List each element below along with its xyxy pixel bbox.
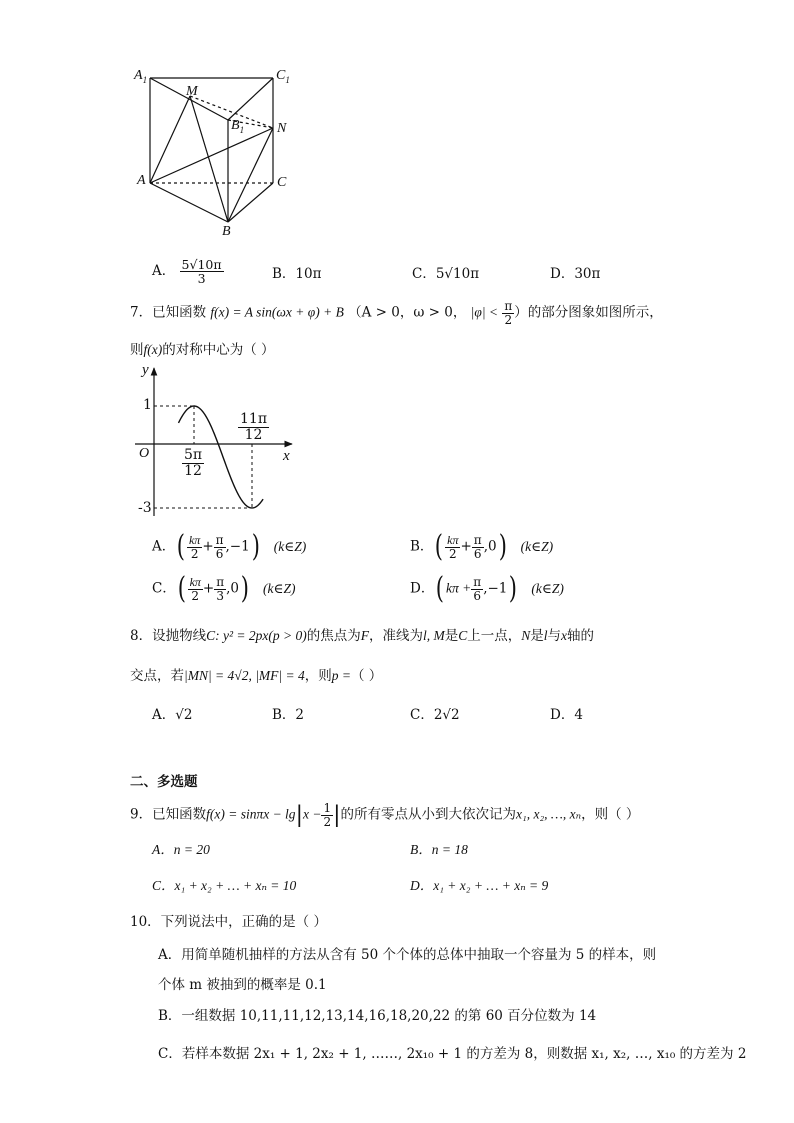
q7-option-b[interactable]: B．( $\frac{k\pi}{2}$ + $\frac{\pi}{6}$ ,0) (k∈Z) — [410, 529, 554, 564]
q6-option-c[interactable]: C．5√10π — [412, 266, 480, 282]
label-a1: $A_1$ — [134, 68, 148, 85]
q7-stem-line2: 则f(x)的对称中心为（ ） — [130, 342, 275, 358]
q8-option-a[interactable]: A．√2 — [152, 707, 193, 723]
q10-option-a-line1[interactable]: A．用简单随机抽样的方法从含有 50 个个体的总体中抽取一个容量为 5 的样本，则 — [158, 947, 657, 963]
edge-a-n — [150, 128, 273, 183]
q8-stem-line2: 交点，若|MN| = 4√2, |MF| = 4，则p =（ ） — [130, 668, 383, 684]
q9-option-b[interactable]: B．n = 18 — [410, 842, 468, 857]
graph-tick-5pi-12: $\frac{5\pi}{12}$ — [184, 447, 203, 479]
label-b: B — [222, 224, 231, 239]
q7-stem: 7．已知函数 f(x) = A sin(ωx + φ) + B （A > 0，ω > 0， |φ| < $\frac{\pi}{2}$ ）的部分图象如图所示， — [130, 299, 663, 327]
edge-a-m — [150, 96, 190, 183]
label-a: A — [137, 173, 146, 188]
q6-option-b[interactable]: B．10π — [272, 266, 322, 282]
q10-option-b[interactable]: B．一组数据 10,11,11,12,13,14,16,18,20,22 的第 60 百分位数为 14 — [158, 1008, 597, 1024]
q10-option-c[interactable]: C．若样本数据 2x₁ + 1, 2x₂ + 1, ……, 2x₁₀ + 1 的方差为 8，则数据 x₁, x₂, …, x₁₀ 的方差为 2 — [158, 1046, 747, 1062]
q9-option-d[interactable]: D．x₁ + x₂ + … + xₙ = 9 — [410, 878, 549, 893]
label-c1: $C_1$ — [276, 68, 290, 85]
q8-option-d[interactable]: D．4 — [550, 707, 583, 723]
q7-option-d[interactable]: D．( kπ + $\frac{\pi}{6}$ ,−1) (k∈Z) — [410, 571, 564, 606]
graph-origin: O — [139, 446, 150, 461]
q10-option-a-line2[interactable]: 个体 m 被抽到的概率是 0.1 — [158, 977, 327, 993]
q9-stem: 9．已知函数f(x) = sinπx − lg|x − $\frac{1}{2}$ |的所有零点从小到大依次记为x₁, x₂, …, xₙ，则（ ） — [130, 801, 640, 829]
edge-c-b — [228, 183, 273, 222]
q9-option-a[interactable]: A．n = 20 — [152, 842, 210, 857]
section-title-multi-choice: 二、多选题 — [130, 774, 198, 790]
q8-stem: 8．设抛物线C: y² = 2px(p > 0)的焦点为F，准线为l, M是C上一点，N是l与x轴的 — [130, 628, 595, 644]
q6-option-d[interactable]: D．30π — [550, 266, 601, 282]
label-b1: $B_1$ — [231, 118, 245, 135]
q7-option-a[interactable]: A．( $\frac{k\pi}{2}$ + $\frac{\pi}{6}$ ,−1) (k∈Z) — [152, 529, 307, 564]
q10-stem: 10．下列说法中，正确的是（ ） — [130, 914, 327, 930]
q8-option-c[interactable]: C．2√2 — [410, 707, 460, 723]
q7-option-c[interactable]: C．( $\frac{k\pi}{2}$ + $\frac{\pi}{3}$ ,0) (k∈Z) — [152, 571, 296, 606]
graph-x-label: x — [283, 448, 290, 464]
label-c: C — [277, 175, 287, 190]
prism-figure — [130, 62, 300, 240]
edge-a-b — [150, 183, 228, 222]
graph-tick-1: 1 — [143, 397, 152, 413]
label-n: N — [277, 121, 287, 136]
q9-option-c[interactable]: C．x₁ + x₂ + … + xₙ = 10 — [152, 878, 297, 893]
graph-tick-neg3: -3 — [138, 500, 152, 516]
graph-tick-11pi-12: $\frac{11\pi}{12}$ — [240, 411, 268, 443]
edge-m-b — [190, 96, 228, 222]
q6-option-a[interactable]: A． $\frac{5√10\pi}{3}$ — [152, 257, 222, 287]
label-m: M — [186, 84, 198, 99]
edge-n-b — [228, 128, 273, 222]
q8-option-b[interactable]: B．2 — [272, 707, 305, 723]
graph-y-label: y — [142, 362, 149, 378]
